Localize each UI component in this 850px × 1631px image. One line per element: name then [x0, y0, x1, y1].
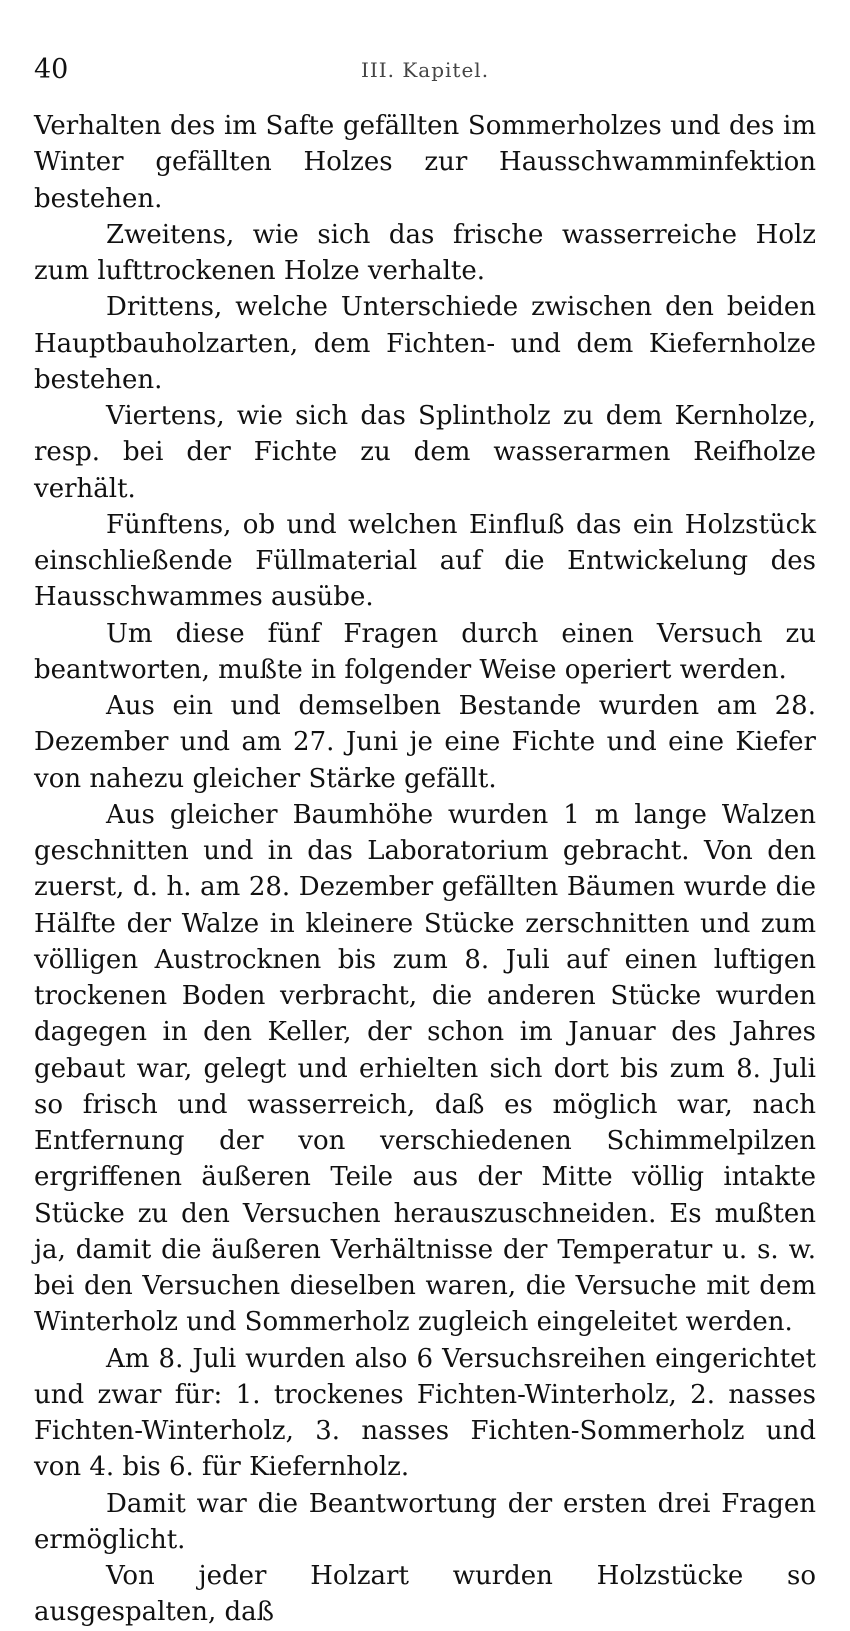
page-header [34, 50, 816, 90]
paragraph-holzart: Von jeder Holzart wurden Holzstücke so ausgespalten, daß [34, 1561, 816, 1628]
page-number: 40 [34, 54, 69, 85]
paragraph-viertens: Viertens, wie sich das Splintholz zu dem Kernholze, resp. bei der Fichte zu dem wasserarmen Reifholze verhält. [34, 401, 816, 504]
paragraph-fragen: Um diese fünf Fragen durch einen Versuch zu beantworten, mußte in folgender Weise operiert werden. [34, 618, 816, 685]
paragraph-baumhoehe: Aus gleicher Baumhöhe wurden 1 m lange Walzen geschnitten und in das Laboratorium gebracht. Von den zuerst, d. h. am 28. Dezember gefällten Bäumen wurde die Hälfte der Walze in kleinere Stücke zerschnitten und zum völligen Austrocknen bis zum 8. Juli auf einen luftigen trockenen Boden verbracht, die anderen Stücke wurden dagegen in den Keller, der schon im Januar des Jahres gebaut war, gelegt und erhielten sich dort bis zum 8. Juli so frisch und wasserreich, daß es möglich war, nach Entfernung der von verschiedenen Schimmelpilzen ergriffenen äußeren Teile aus der Mitte völlig intakte Stücke zu den Versuchen herauszuschneiden. Es mußten ja, damit die äußeren Verhältnisse der Temperatur u. s. w. bei den Versuchen dieselben waren, die Versuche mit dem Winterholz und Sommerholz zugleich eingeleitet werden. [34, 799, 816, 1338]
paragraph-zweitens: Zweitens, wie sich das frische wasserreiche Holz zum lufttrockenen Holze verhalte. [34, 219, 816, 286]
running-head: III. Kapitel. [360, 58, 490, 82]
paragraph-continuation: Verhalten des im Safte gefällten Sommerholzes und des im Winter gefällten Holzes zur Hausschwamminfektion bestehen. [34, 111, 816, 214]
paragraph-drittens: Drittens, welche Unterschiede zwischen den beiden Hauptbauholzarten, dem Fichten- und dem Kiefernholze bestehen. [34, 292, 816, 395]
body-text [34, 108, 816, 1631]
paragraph-fuenftens: Fünftens, ob und welchen Einfluß das ein Holzstück einschließende Füllmaterial auf die Entwickelung des Hausschwammes ausübe. [34, 509, 816, 613]
paragraph-versuchsreihen: Am 8. Juli wurden also 6 Versuchsreihen eingerichtet und zwar für: 1. trockenes Fichten-Winterholz, 2. nasses Fichten-Winterholz, 3. nasses Fichten-Sommerholz und von 4. bis 6. für Kiefernholz. [34, 1343, 816, 1483]
paragraph-beantwortung: Damit war die Beantwortung der ersten drei Fragen ermöglicht. [34, 1488, 816, 1555]
paragraph-bestand: Aus ein und demselben Bestande wurden am 28. Dezember und am 27. Juni je eine Fichte und eine Kiefer von nahezu gleicher Stärke gefällt. [34, 691, 816, 794]
